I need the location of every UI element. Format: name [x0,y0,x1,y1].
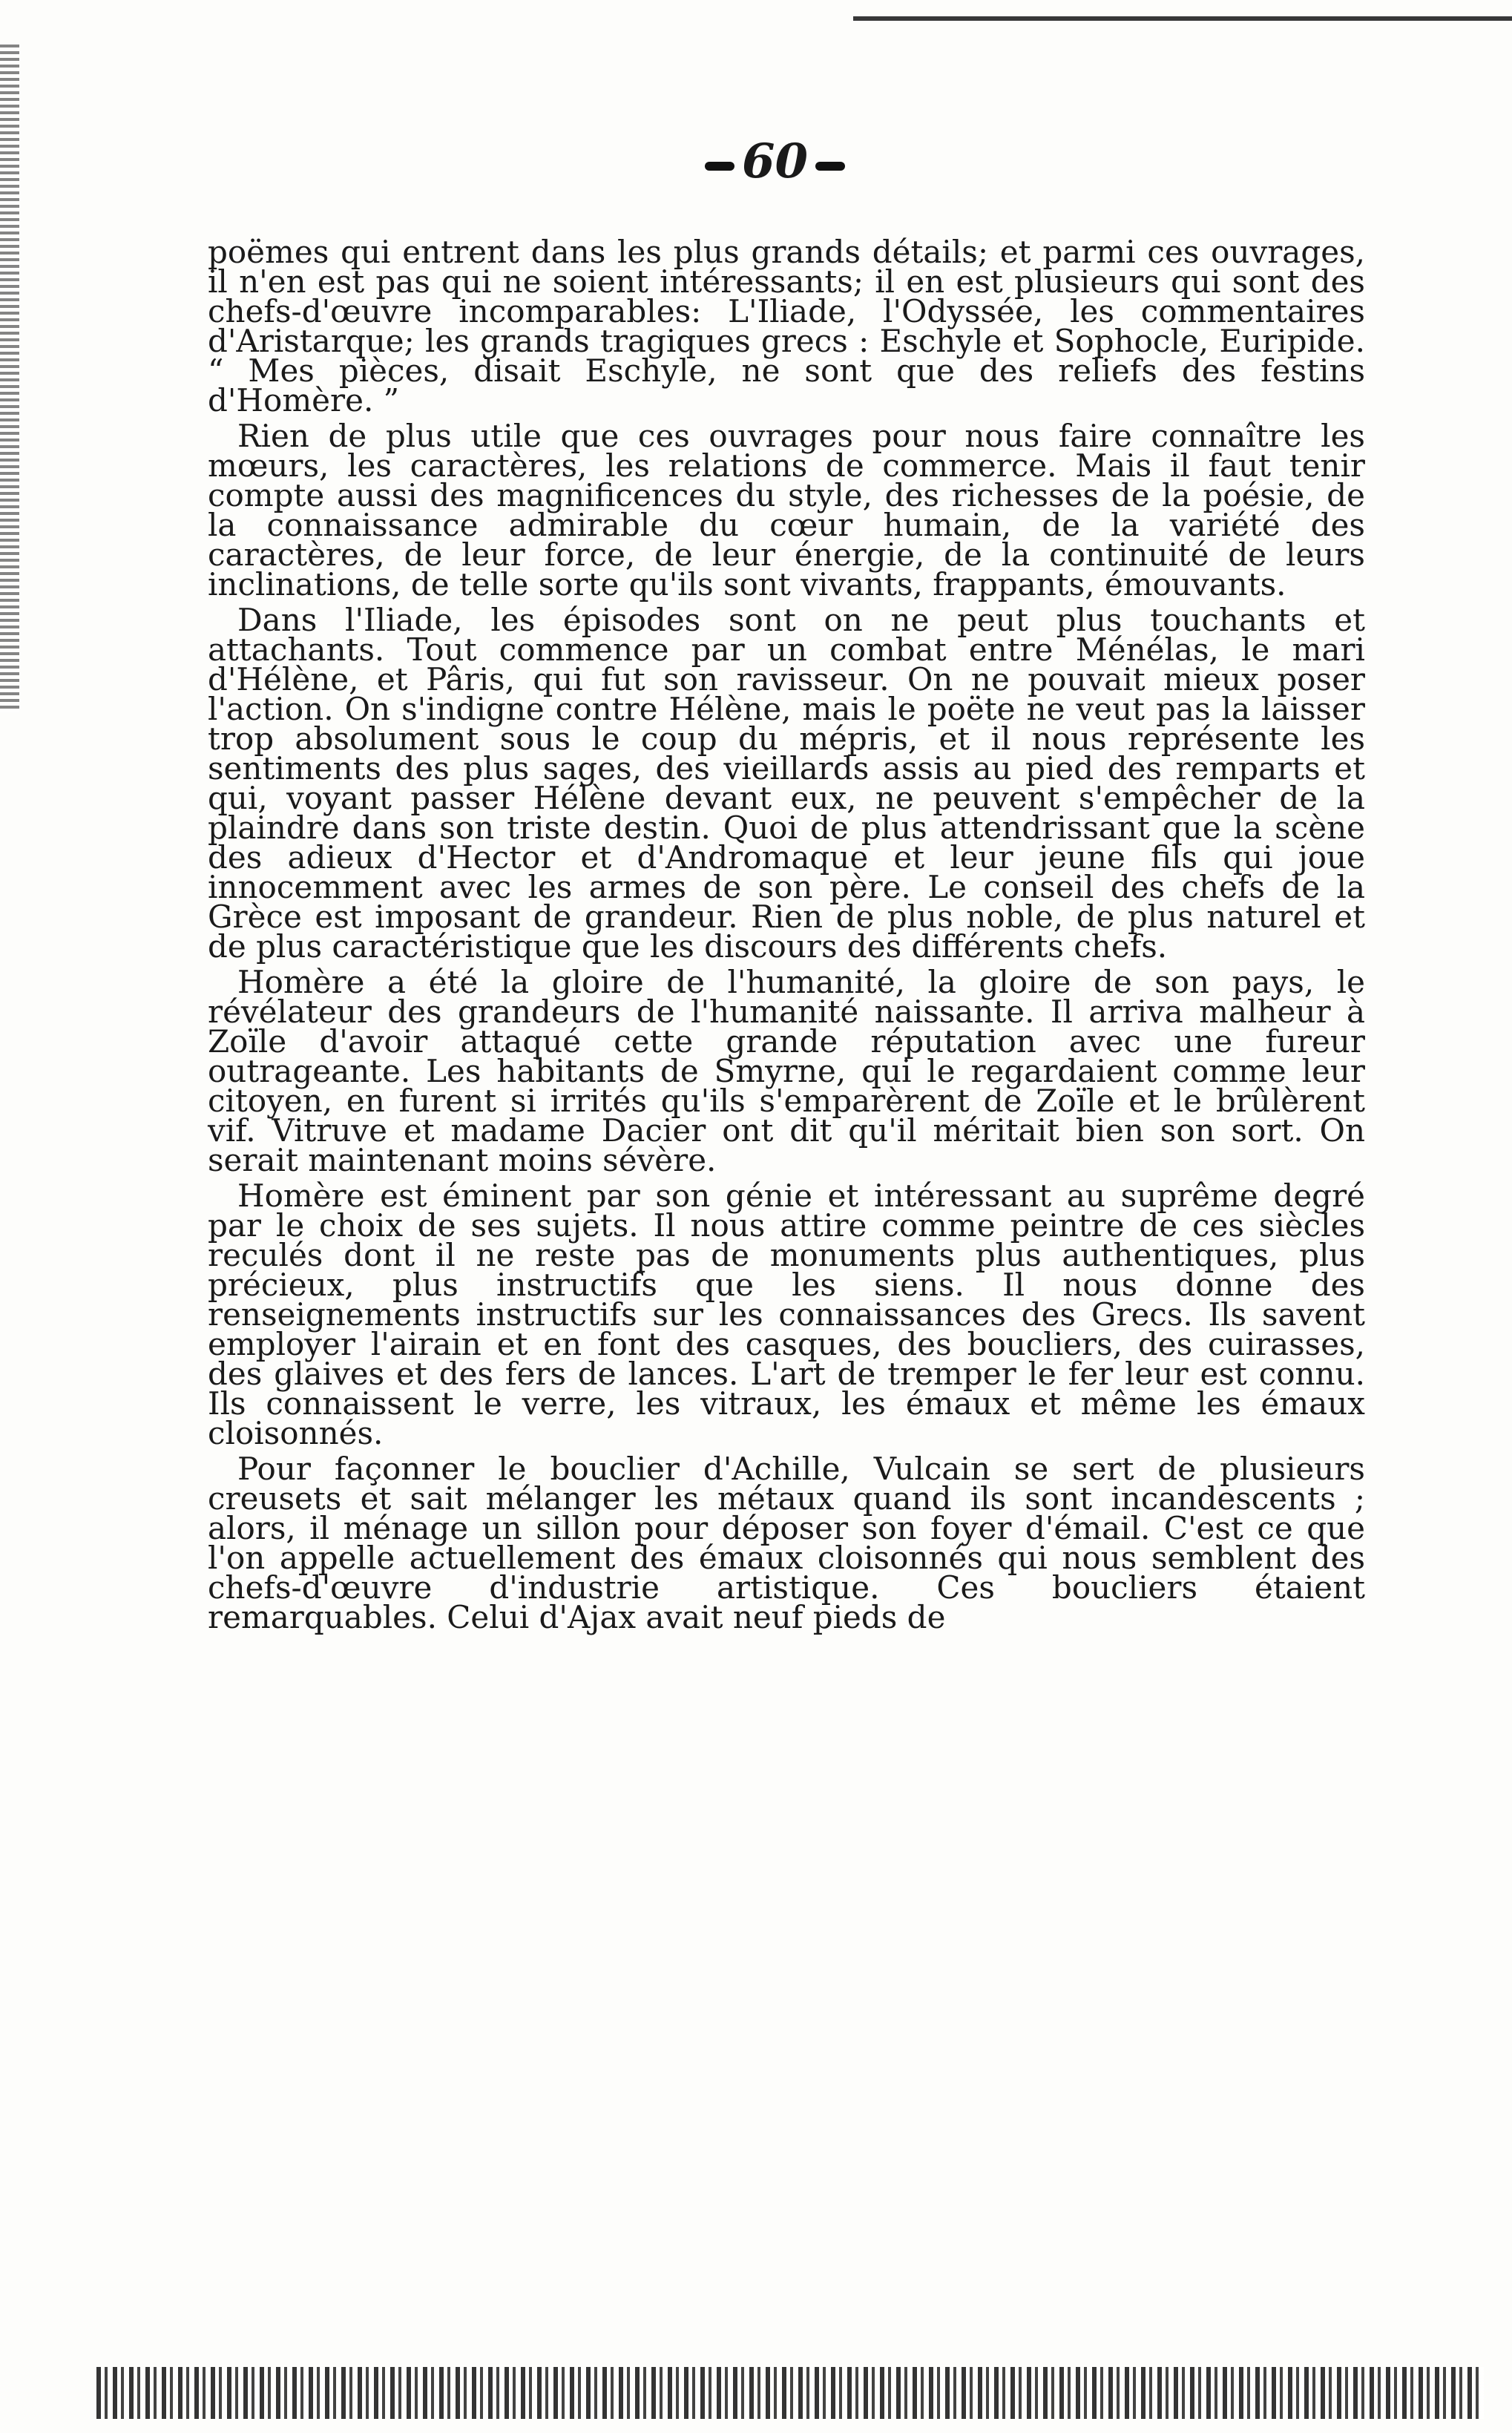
paragraph-5: Homère est éminent par son génie et intéressant au suprême degré par le choix de ses sujets. Il nous attire comme peintre de ces siècles reculés dont il ne reste pas de monuments plus authentiques, plus précieux, plus instructifs que les siens. Il nous donne des renseignements instructifs sur les connaissances des Grecs. Ils savent employer l'airain et en font des casques, des boucliers, des cuirasses, des glaives et des fers de lances. L'art de tremper le fer leur est connu. Ils connaissent le verre, les vitraux, les émaux et même les émaux cloisonnés. [208,1178,1365,1451]
scan-bottom-edge [96,2367,1484,2419]
paragraph-1: poëmes qui entrent dans les plus grands détails; et parmi ces ouvrages, il n'en est pas qui ne soient intéressants; il en est plusieurs qui sont des chefs-d'œuvre incomparables: L'Iliade, l'Odyssée, les commentaires d'Aristarque; les grands tragiques grecs : Eschyle et Sophocle, Euripide. “ Mes pièces, disait Eschyle, ne sont que des reliefs des festins d'Homère. ” [208,234,1365,418]
paragraph-4: Homère a été la gloire de l'humanité, la gloire de son pays, le révélateur des grandeurs de l'humanité naissante. Il arriva malheur à Zoïle d'avoir attaqué cette grande réputation avec une fureur outrageante. Les habitants de Smyrne, qui le regardaient comme leur citoyen, en furent si irrités qu'ils s'emparèrent de Zoïle et le brûlèrent vif. Vitruve et madame Dacier ont dit qu'il méritait bien son sort. On serait maintenant moins sévère. [208,964,1365,1178]
body-text [208,234,1365,1635]
scan-left-edge [0,45,19,712]
paragraph-2: Rien de plus utile que ces ouvrages pour nous faire connaître les mœurs, les caractères, les relations de commerce. Mais il faut tenir compte aussi des magnificences du style, des richesses de la poésie, de la connaissance admirable du cœur humain, de la variété des caractères, de leur force, de leur énergie, de la continuité de leurs inclinations, de telle sorte qu'ils sont vivants, frappants, émouvants. [208,418,1365,602]
page-number: 60 [742,134,809,189]
paragraph-6: Pour façonner le bouclier d'Achille, Vulcain se sert de plusieurs creusets et sait mélanger les métaux quand ils sont incandescents ; alors, il ménage un sillon pour déposer son foyer d'émail. C'est ce que l'on appelle actuellement des émaux cloisonnés qui nous semblent des chefs-d'œuvre d'industrie artistique. Ces boucliers étaient remarquables. Celui d'Ajax avait neuf pieds de [208,1451,1365,1635]
paragraph-3: Dans l'Iliade, les épisodes sont on ne peut plus touchants et attachants. Tout commence par un combat entre Ménélas, le mari d'Hélène, et Pâris, qui fut son ravisseur. On ne pouvait mieux poser l'action. On s'indigne contre Hélène, mais le poëte ne veut pas la laisser trop absolument sous le coup du mépris, et il nous représente les sentiments des plus sages, des vieillards assis au pied des remparts et qui, voyant passer Hélène devant eux, ne peuvent s'empêcher de la plaindre dans son triste destin. Quoi de plus attendrissant que la scène des adieux d'Hector et d'Andromaque et leur jeune fils qui joue innocemment avec les armes de son père. Le conseil des chefs de la Grèce est imposant de grandeur. Rien de plus noble, de plus naturel et de plus caractéristique que les discours des différents chefs. [208,602,1365,965]
scan-top-edge [853,0,1512,21]
